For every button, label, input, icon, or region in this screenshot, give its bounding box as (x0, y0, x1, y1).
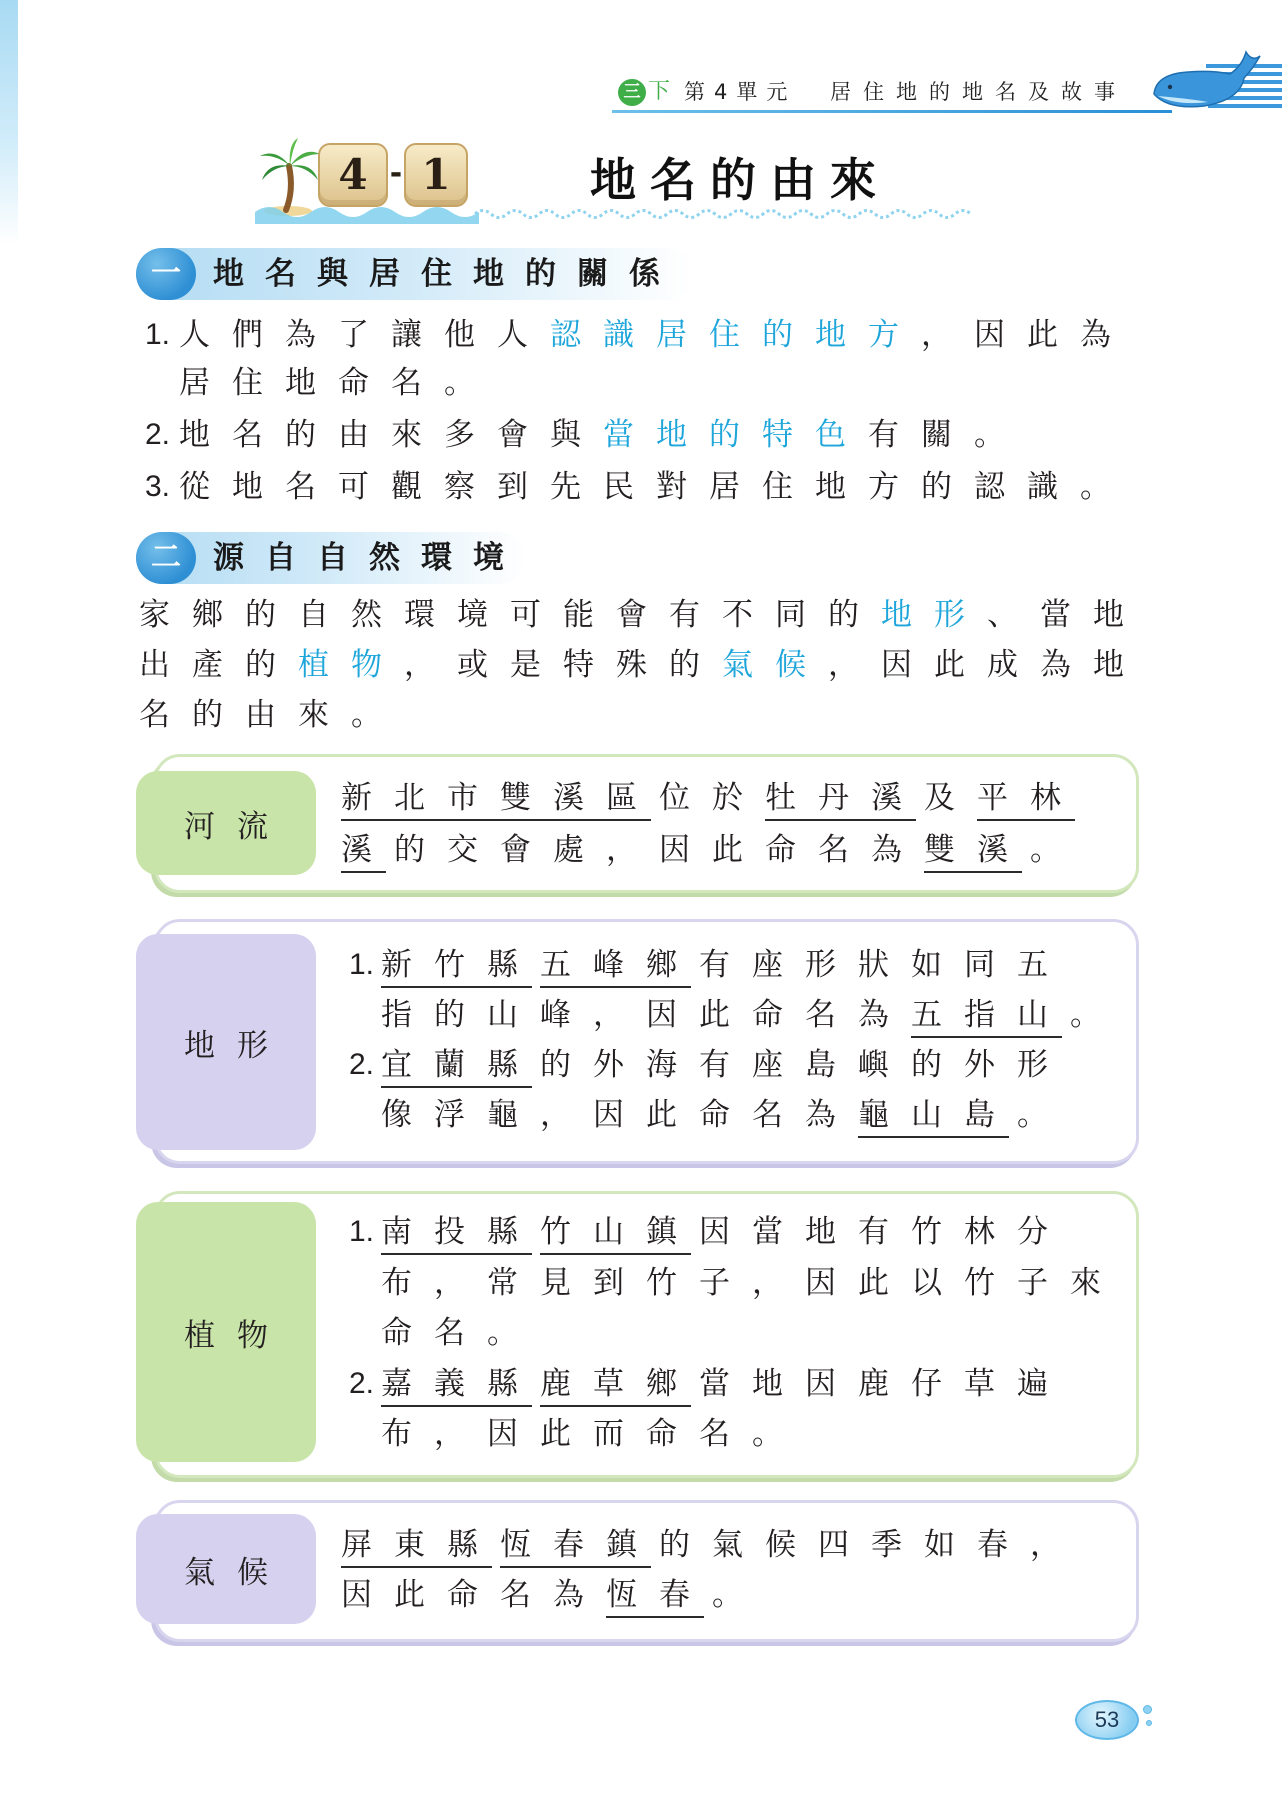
header-rule (612, 110, 1172, 113)
underlined-place-name: 龜山島 (858, 1097, 1017, 1138)
text-run: 的氣候四季如春， (659, 1527, 1083, 1563)
item-number: 1. (349, 948, 375, 981)
underlined-place-name: 牡丹溪 (765, 780, 924, 821)
underlined-place-name: 溪 (341, 832, 394, 873)
bubble-decoration (1143, 1705, 1152, 1714)
example-card-river (154, 754, 1139, 893)
underlined-place-name: 屏東縣 (341, 1527, 500, 1568)
text-run: 居住地命名。 (179, 365, 497, 401)
item-text (381, 1207, 1123, 1359)
text-line (381, 1409, 1123, 1460)
text-run: 位於 (659, 780, 765, 816)
text-run: 地名的由來多會與 (179, 417, 603, 453)
item-text (381, 1040, 1123, 1140)
text-line (381, 1090, 1123, 1140)
text-run: 名的由來。 (139, 697, 404, 733)
underlined-place-name: 新北市雙溪區 (341, 780, 659, 821)
highlighted-term: 氣候 (722, 647, 828, 683)
underlined-place-name: 恆春鎮 (500, 1527, 659, 1568)
text-run: 。 (1030, 832, 1083, 868)
text-run: 從地名可觀察到先民對居住地方的認識。 (179, 469, 1133, 505)
list-item (349, 1207, 1123, 1359)
list-item (349, 940, 1123, 1040)
card-label: 植物 (136, 1202, 316, 1462)
card-text (341, 1520, 1083, 1620)
text-line (381, 1359, 1123, 1410)
list-item (145, 463, 1133, 511)
text-run: 家鄉的自然環境可能會有不同的 (139, 597, 881, 633)
whale-illustration (1148, 44, 1282, 120)
text-line (341, 1570, 1083, 1620)
text-line (139, 690, 1146, 740)
text-line (179, 463, 1133, 511)
item-text (179, 311, 1133, 407)
page-number: 53 (1075, 1700, 1139, 1740)
underlined-place-name: 竹山鎮 (540, 1214, 699, 1255)
text-line (381, 990, 1123, 1040)
text-run: 。 (1070, 997, 1123, 1033)
highlighted-term: 植物 (298, 647, 404, 683)
text-line (381, 1308, 1123, 1359)
text-run: 的交會處，因此命名為 (394, 832, 924, 868)
item-number: 1. (349, 1215, 375, 1248)
card-label: 地形 (136, 934, 316, 1150)
card-text (349, 1207, 1123, 1460)
bubble-decoration (1146, 1720, 1152, 1726)
text-run: 因此命名為 (341, 1577, 606, 1613)
section-heading-2 (136, 532, 526, 584)
text-run: 有座形狀如同五 (699, 947, 1070, 983)
example-card-climate (154, 1500, 1139, 1642)
text-line (381, 1258, 1123, 1309)
text-line (139, 640, 1146, 690)
card-label: 氣候 (136, 1514, 316, 1624)
underlined-place-name: 五指山 (911, 997, 1070, 1038)
lesson-title: 地名的由來 (590, 153, 890, 207)
section-marker: 一 (136, 248, 196, 300)
card-label: 河流 (136, 771, 316, 875)
text-run: 、當地 (987, 597, 1146, 633)
underlined-place-name: 鹿草鄉 (540, 1366, 699, 1407)
text-line (381, 940, 1123, 990)
text-run: ，因此為 (921, 317, 1133, 353)
numbered-list (145, 311, 1133, 511)
underlined-place-name: 平林 (977, 780, 1083, 821)
grade-term: 下 (648, 79, 671, 104)
section-marker: 二 (136, 532, 196, 584)
section-title: 地名與居住地的關係 (213, 256, 681, 292)
section-title: 源自自然環境 (213, 540, 525, 576)
item-number: 2. (349, 1366, 375, 1400)
list-item (349, 1040, 1123, 1140)
item-text (381, 1359, 1123, 1460)
highlighted-term: 地形 (881, 597, 987, 633)
list-item (349, 1359, 1123, 1460)
example-card-plant (154, 1191, 1139, 1478)
list-item (145, 411, 1133, 459)
text-run: 。 (1017, 1097, 1070, 1133)
text-run: 的外海有座島嶼的外形 (540, 1047, 1070, 1083)
text-run: 命名。 (381, 1315, 540, 1351)
text-line (179, 311, 1133, 359)
lesson-number-minor: 1 (404, 143, 468, 207)
text-run: 出產的 (139, 647, 298, 683)
text-run: 像浮龜，因此命名為 (381, 1097, 858, 1133)
text-line (381, 1207, 1123, 1258)
list-item (145, 311, 1133, 407)
card-text (349, 940, 1123, 1140)
text-run: ，或是特殊的 (404, 647, 722, 683)
item-text (179, 411, 1133, 459)
text-run: ，因此成為地 (828, 647, 1146, 683)
item-number: 2. (349, 1048, 375, 1081)
underlined-place-name: 雙溪 (924, 832, 1030, 873)
unit-title: 居住地的地名及故事 (830, 80, 1127, 104)
underlined-place-name: 五峰鄉 (540, 947, 699, 988)
underlined-place-name: 嘉義縣 (381, 1366, 540, 1407)
text-run: 因當地有竹林分 (699, 1214, 1070, 1250)
lesson-number-separator: - (389, 156, 403, 191)
grade-badge: 三 (618, 79, 646, 106)
text-line (179, 411, 1133, 459)
text-run: 及 (924, 780, 977, 816)
underlined-place-name: 宜蘭縣 (381, 1047, 540, 1088)
text-line (139, 590, 1146, 640)
text-run: 指的山峰，因此命名為 (381, 997, 911, 1033)
text-line (341, 824, 1083, 876)
text-line (341, 1520, 1083, 1570)
card-text (341, 772, 1083, 876)
item-text (381, 940, 1123, 1040)
example-card-landform (154, 919, 1139, 1164)
text-run: 。 (712, 1577, 765, 1613)
text-run: 布，因此而命名。 (381, 1416, 805, 1452)
page-edge-strip (0, 0, 18, 245)
text-line (381, 1040, 1123, 1090)
item-number: 1. (145, 318, 171, 351)
underlined-place-name: 新竹縣 (381, 947, 540, 988)
item-number: 3. (145, 470, 171, 503)
intro-paragraph (139, 590, 1146, 740)
unit-number: 第4單元 (684, 80, 797, 104)
text-run: 布，常見到竹子，因此以竹子來 (381, 1264, 1123, 1301)
underlined-place-name: 南投縣 (381, 1214, 540, 1255)
section-heading-1 (136, 248, 694, 300)
underlined-place-name: 恆春 (606, 1577, 712, 1618)
item-text (179, 463, 1133, 511)
text-line (341, 772, 1083, 824)
highlighted-term: 認識居住的地方 (550, 317, 921, 353)
text-run: 人們為了讓他人 (179, 317, 550, 353)
text-run: 當地因鹿仔草遍 (699, 1365, 1070, 1402)
text-line (179, 359, 1133, 407)
highlighted-term: 當地的特色 (603, 417, 868, 453)
item-number: 2. (145, 418, 171, 451)
lesson-number-major: 4 (318, 143, 388, 207)
text-run: 有關。 (868, 417, 1027, 453)
